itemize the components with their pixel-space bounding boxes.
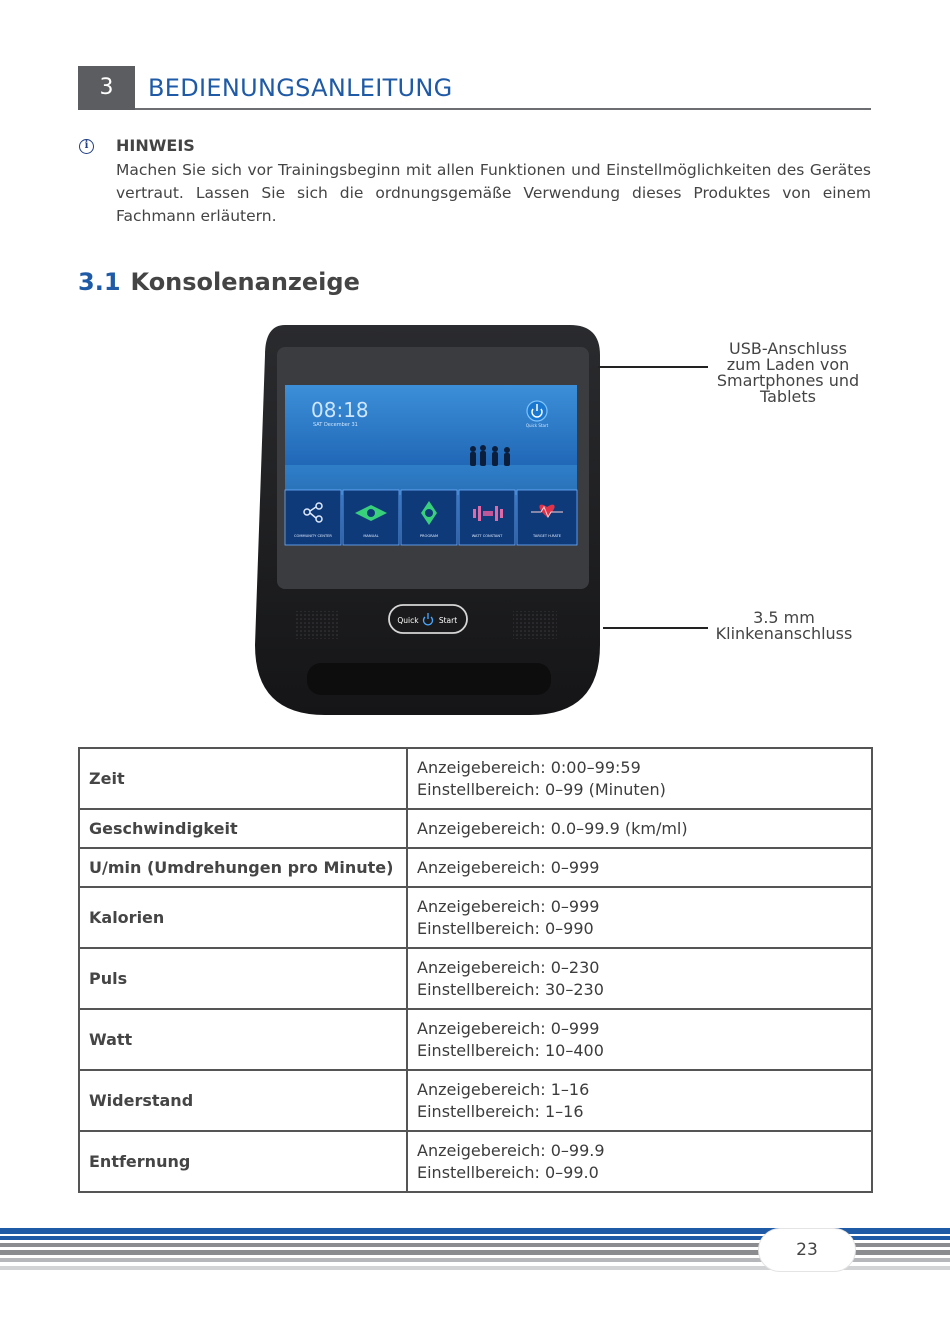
tile-label-program: PROGRAM [419,534,439,538]
row-label: Watt [79,1009,407,1070]
jack-callout: 3.5 mm Klinkenanschluss [715,608,853,643]
row-label: Widerstand [79,1070,407,1131]
row-label: Zeit [79,748,407,809]
screen-date: SAT December 31 [313,422,358,428]
console-drawing [255,325,605,720]
section-title: BEDIENUNGSANLEITUNG [148,74,453,102]
row-label: Puls [79,948,407,1009]
section-header [78,66,871,110]
row-label: Entfernung [79,1131,407,1192]
subsection-text: Konsolenanzeige [130,268,360,296]
table-row [79,1131,872,1192]
row-value: Anzeigebereich: 0.0–99.9 (km/ml) [407,809,872,848]
usb-leader-line [598,366,708,368]
row-label: Kalorien [79,887,407,948]
row-value: Anzeigebereich: 0:00–99:59 Einstellbereich: 0–99 (Minuten) [407,748,872,809]
quick-label: Quick [397,616,419,625]
table-row [79,887,872,948]
screen-quick-start: Quick Start [525,423,549,428]
row-label: U/min (Umdrehungen pro Minute) [79,848,407,887]
subsection-title [78,268,360,296]
table-row [79,809,872,848]
table-row [79,1009,872,1070]
info-icon: i [79,139,94,154]
row-label: Geschwindigkeit [79,809,407,848]
page-number: 23 [796,1240,818,1260]
spec-table [78,747,873,1193]
section-number: 3 [78,66,135,110]
tile-label-target: TARGET H.RATE [532,534,562,538]
row-value: Anzeigebereich: 0–230 Einstellbereich: 30–230 [407,948,872,1009]
row-value: Anzeigebereich: 1–16 Einstellbereich: 1–16 [407,1070,872,1131]
note-text: Machen Sie sich vor Trainingsbeginn mit allen Funktionen und Einstellmöglichkeiten des Gerätes vertraut. Lassen Sie sich die ordnungsgemäße Verwendung dieses Produktes von einem Fachmann erläutern. [116,161,871,225]
table-row [79,748,872,809]
speaker-left [295,611,339,639]
table-row [79,848,872,887]
jack-leader-line [603,627,708,629]
tile-label-community: COMMUNITY CENTER [294,534,332,538]
table-row [79,1070,872,1131]
speaker-right [513,611,557,639]
note-title: HINWEIS [116,136,195,155]
usb-callout: USB-Anschluss zum Laden von Smartphones und Tablets [716,339,860,406]
subsection-number: 3.1 [78,268,121,296]
row-value: Anzeigebereich: 0–99.9 Einstellbereich: 0–99.0 [407,1131,872,1192]
console-illustration [255,325,605,720]
table-row [79,948,872,1009]
screen-time: 08:18 [311,398,369,422]
row-value: Anzeigebereich: 0–999 Einstellbereich: 10–400 [407,1009,872,1070]
start-label: Start [438,616,458,625]
tile-label-manual: MANUAL [363,534,379,538]
row-value: Anzeigebereich: 0–999 [407,848,872,887]
section-rule [135,108,871,110]
row-value: Anzeigebereich: 0–999 Einstellbereich: 0–990 [407,887,872,948]
tile-label-watt: WATT CONSTANT [471,534,503,538]
device-tray [307,663,551,695]
page-number-badge [758,1228,856,1272]
